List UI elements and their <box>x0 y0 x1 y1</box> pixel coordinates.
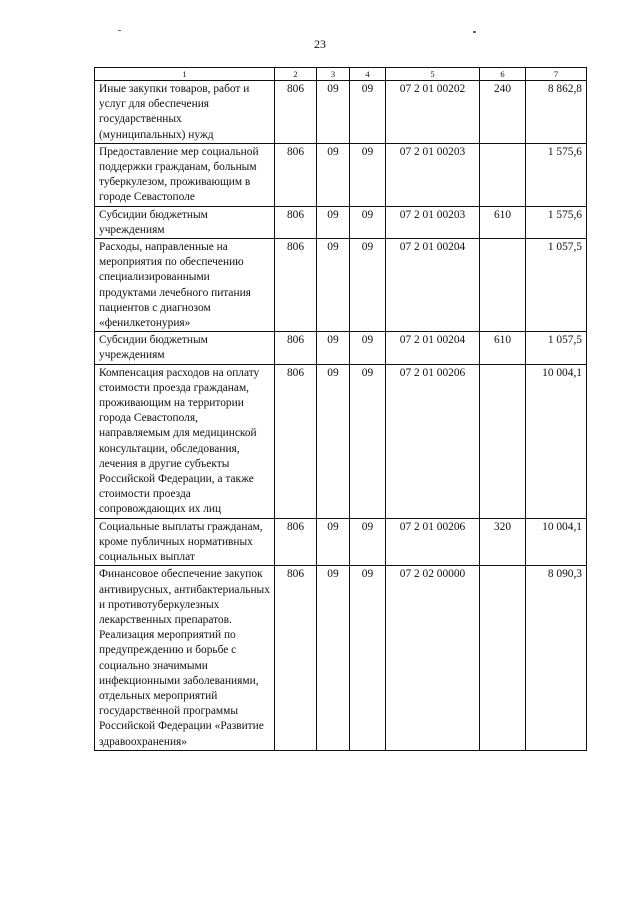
grbs-code: 806 <box>275 81 317 144</box>
section-code: 09 <box>317 518 350 566</box>
column-header: 3 <box>317 68 350 81</box>
expense-name: Финансовое обеспечение закупок антивирусных, антибактериальных и противотуберкулезных лекарственных препаратов. Реализация мероприятий по предупреждению и борьбе с социально значимыми инфекционными заболеваниями, отдельных мероприятий государственной программы Российской Федерации «Развитие здравоохранения» <box>95 566 275 750</box>
section-code: 09 <box>317 332 350 364</box>
subsection-code: 09 <box>350 206 386 238</box>
expense-name: Социальные выплаты гражданам, кроме публичных нормативных социальных выплат <box>95 518 275 566</box>
section-code: 09 <box>317 143 350 206</box>
column-header: 2 <box>275 68 317 81</box>
scan-speck <box>118 30 121 31</box>
table-row <box>95 143 587 206</box>
table-row <box>95 364 587 518</box>
budget-table <box>94 67 587 751</box>
expense-type-code: 320 <box>480 518 526 566</box>
subsection-code: 09 <box>350 332 386 364</box>
subsection-code: 09 <box>350 364 386 518</box>
grbs-code: 806 <box>275 332 317 364</box>
target-article-code: 07 2 01 00203 <box>386 143 480 206</box>
expense-type-code <box>480 566 526 750</box>
column-header: 1 <box>95 68 275 81</box>
amount: 8 862,8 <box>526 81 587 144</box>
subsection-code: 09 <box>350 566 386 750</box>
section-code: 09 <box>317 81 350 144</box>
expense-name: Иные закупки товаров, работ и услуг для обеспечения государственных (муниципальных) нужд <box>95 81 275 144</box>
expense-type-code: 240 <box>480 81 526 144</box>
column-header: 4 <box>350 68 386 81</box>
table-row <box>95 206 587 238</box>
column-header: 6 <box>480 68 526 81</box>
grbs-code: 806 <box>275 143 317 206</box>
expense-type-code: 610 <box>480 206 526 238</box>
subsection-code: 09 <box>350 81 386 144</box>
table-row <box>95 566 587 750</box>
target-article-code: 07 2 01 00206 <box>386 518 480 566</box>
column-header: 7 <box>526 68 587 81</box>
subsection-code: 09 <box>350 143 386 206</box>
target-article-code: 07 2 01 00204 <box>386 239 480 332</box>
expense-type-code: 610 <box>480 332 526 364</box>
header-row <box>95 68 587 81</box>
expense-type-code <box>480 364 526 518</box>
grbs-code: 806 <box>275 239 317 332</box>
grbs-code: 806 <box>275 364 317 518</box>
section-code: 09 <box>317 364 350 518</box>
expense-type-code <box>480 143 526 206</box>
amount: 1 057,5 <box>526 332 587 364</box>
amount: 10 004,1 <box>526 518 587 566</box>
grbs-code: 806 <box>275 518 317 566</box>
table-row <box>95 518 587 566</box>
target-article-code: 07 2 01 00206 <box>386 364 480 518</box>
target-article-code: 07 2 01 00203 <box>386 206 480 238</box>
expense-name: Субсидии бюджетным учреждениям <box>95 332 275 364</box>
section-code: 09 <box>317 566 350 750</box>
subsection-code: 09 <box>350 518 386 566</box>
amount: 10 004,1 <box>526 364 587 518</box>
table-row <box>95 81 587 144</box>
amount: 1 575,6 <box>526 206 587 238</box>
section-code: 09 <box>317 239 350 332</box>
expense-name: Расходы, направленные на мероприятия по обеспечению специализированными продуктами лечебного питания пациентов с диагнозом «фенилкетонурия» <box>95 239 275 332</box>
expense-name: Предоставление мер социальной поддержки гражданам, больным туберкулезом, проживающим в городе Севастополе <box>95 143 275 206</box>
grbs-code: 806 <box>275 566 317 750</box>
grbs-code: 806 <box>275 206 317 238</box>
section-code: 09 <box>317 206 350 238</box>
expense-name: Субсидии бюджетным учреждениям <box>95 206 275 238</box>
subsection-code: 09 <box>350 239 386 332</box>
expense-type-code <box>480 239 526 332</box>
scan-speck <box>473 31 476 33</box>
table-row <box>95 332 587 364</box>
page-number: 23 <box>314 37 326 51</box>
amount: 8 090,3 <box>526 566 587 750</box>
amount: 1 057,5 <box>526 239 587 332</box>
amount: 1 575,6 <box>526 143 587 206</box>
table-row <box>95 239 587 332</box>
expense-name: Компенсация расходов на оплату стоимости проезда гражданам, проживающим на территории города Севастополя, направляемым для медицинской консультации, обследования, лечения в другие субъекты Российской Федерации, а также стоимости проезда сопровождающих их лиц <box>95 364 275 518</box>
target-article-code: 07 2 02 00000 <box>386 566 480 750</box>
column-header: 5 <box>386 68 480 81</box>
target-article-code: 07 2 01 00202 <box>386 81 480 144</box>
target-article-code: 07 2 01 00204 <box>386 332 480 364</box>
